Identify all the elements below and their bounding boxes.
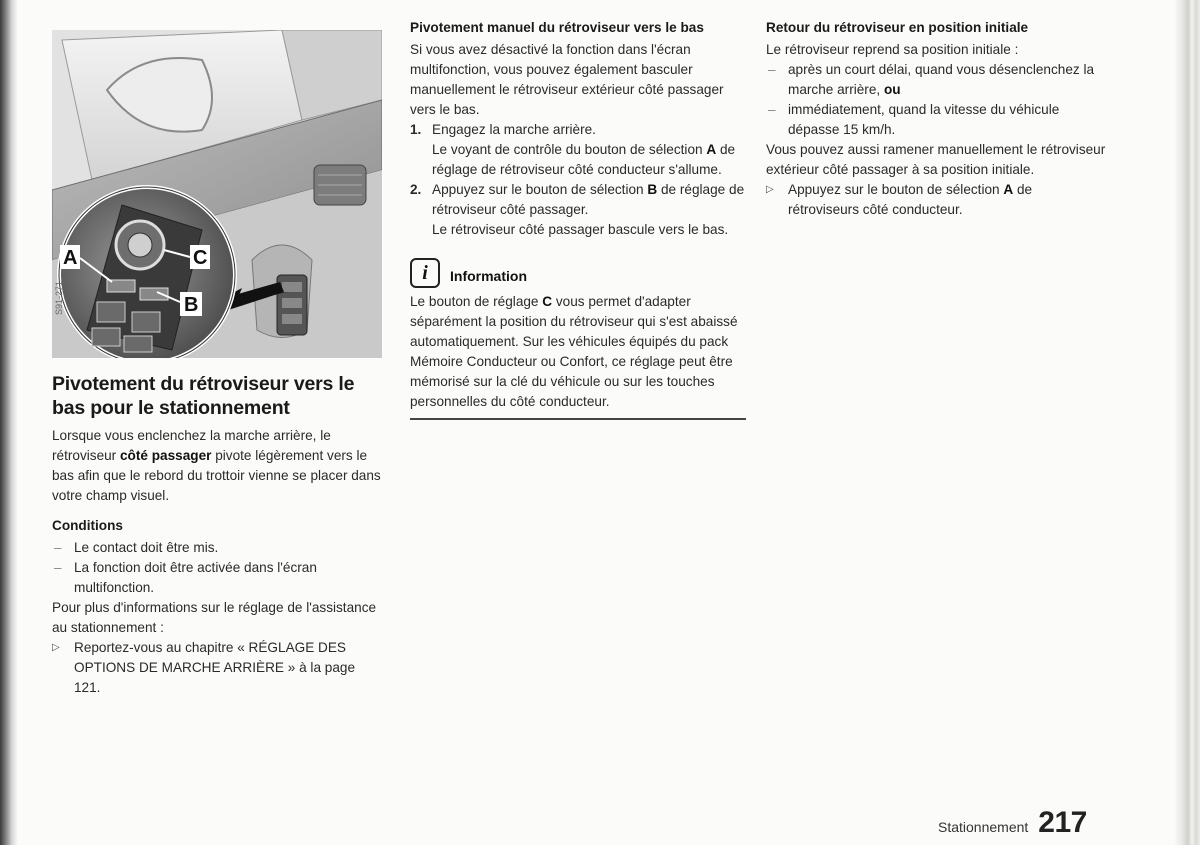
step-number: 1. — [410, 122, 422, 137]
step-detail-text: Le voyant de contrôle du bouton de sélection — [432, 142, 707, 157]
condition-item: – Le contact doit être mis. — [52, 538, 382, 558]
reset-item-bold: ou — [883, 82, 901, 97]
intro-text-start: Lorsque vous enclenchez la marche arrière, le rétroviseur — [52, 428, 331, 463]
left-column — [52, 372, 382, 698]
intro-bold: côté passager — [120, 448, 212, 463]
chapter-reference: ▷ Reportez-vous au chapitre « RÉGLAGE DES OPTIONS DE MARCHE ARRIÈRE » à la page 121. — [52, 638, 382, 698]
manual-reset-text: Vous pouvez aussi ramener manuellement le rétroviseur extérieur côté passager à sa position initiale. — [766, 142, 1106, 177]
reset-heading: Retour du rétroviseur en position initiale — [766, 20, 1029, 35]
reset-item: – immédiatement, quand la vitesse du véhicule dépasse 15 km/h. — [766, 100, 1106, 140]
information-text-start: Le bouton de réglage — [410, 294, 543, 309]
more-info-text: Pour plus d'informations sur le réglage de l'assistance au stationnement : — [52, 600, 377, 635]
callout-c: C — [193, 247, 208, 269]
information-text-end: vous permet d'adapter séparément la position du rétroviseur qui s'est abaissé automatiquement. Sur les véhicules équipés du pack Mémoire Conducteur ou Confort, ce réglage peut être mémorisé sur la clé du véhicule ou sur les touches personnelles du côté conducteur. — [410, 294, 738, 409]
step-title-text: Appuyez sur le bouton de sélection — [432, 182, 648, 197]
manual-tilt-heading: Pivotement manuel du rétroviseur vers le bas — [410, 20, 704, 35]
info-icon: i — [410, 258, 440, 288]
information-text — [410, 292, 746, 412]
reset-action-text: Appuyez sur le bouton de sélection — [788, 182, 1004, 197]
page-binding-edge — [0, 0, 18, 845]
footer-section-name: Stationnement — [938, 819, 1029, 835]
intro-text-end: pivote légèrement vers le bas afin que le rebord du trottoir vienne se placer dans votre champ visuel. — [52, 448, 381, 503]
conditions-heading: Conditions — [52, 518, 123, 533]
step-detail: Le rétroviseur côté passager bascule vers le bas. — [432, 222, 729, 237]
step-2 — [410, 180, 746, 240]
callout-a: A — [63, 247, 78, 269]
step-title-text: de réglage de rétroviseur côté passager. — [432, 182, 745, 217]
information-divider — [410, 418, 746, 420]
door-panel-illustration — [52, 30, 382, 358]
manual-tilt-intro: Si vous avez désactivé la fonction dans l'écran multifonction, vous pouvez également basculer manuellement le rétroviseur extérieur côté passager vers le bas. — [410, 42, 724, 117]
information-header — [410, 258, 746, 288]
step-detail-text: de réglage de rétroviseur côté conducteur s'allume. — [432, 142, 736, 177]
information-bold: C — [542, 294, 553, 309]
figure-code: S91-271 — [54, 280, 64, 315]
step-title: Engagez la marche arrière. — [432, 122, 596, 137]
middle-column — [410, 18, 746, 420]
intro-paragraph — [52, 426, 382, 506]
door-panel-drawing — [52, 30, 382, 358]
right-column — [766, 18, 1106, 220]
page-number: 217 — [1038, 806, 1087, 839]
reset-item — [766, 60, 1106, 100]
reset-action — [766, 180, 1106, 220]
reset-intro: Le rétroviseur reprend sa position initiale : — [766, 42, 1019, 57]
reset-item-text: après un court délai, quand vous désenclenchez la marche arrière, — [788, 62, 1095, 97]
step-title — [432, 180, 746, 220]
page-right-edge — [1174, 0, 1200, 845]
step-number: 2. — [410, 182, 422, 197]
callout-b: B — [184, 294, 199, 316]
reset-action-bold: A — [1003, 182, 1014, 197]
step-title-bold: B — [647, 182, 658, 197]
information-title: Information — [450, 268, 527, 284]
reset-action-text: de rétroviseurs côté conducteur. — [788, 182, 1033, 217]
page-footer — [938, 806, 1087, 840]
section-title: Pivotement du rétroviseur vers le bas pour le stationnement — [52, 373, 355, 419]
condition-item: – La fonction doit être activée dans l'écran multifonction. — [52, 558, 382, 598]
step-detail-bold: A — [706, 142, 717, 157]
step-detail — [432, 140, 746, 180]
step-1 — [410, 120, 746, 180]
information-box — [410, 258, 746, 420]
